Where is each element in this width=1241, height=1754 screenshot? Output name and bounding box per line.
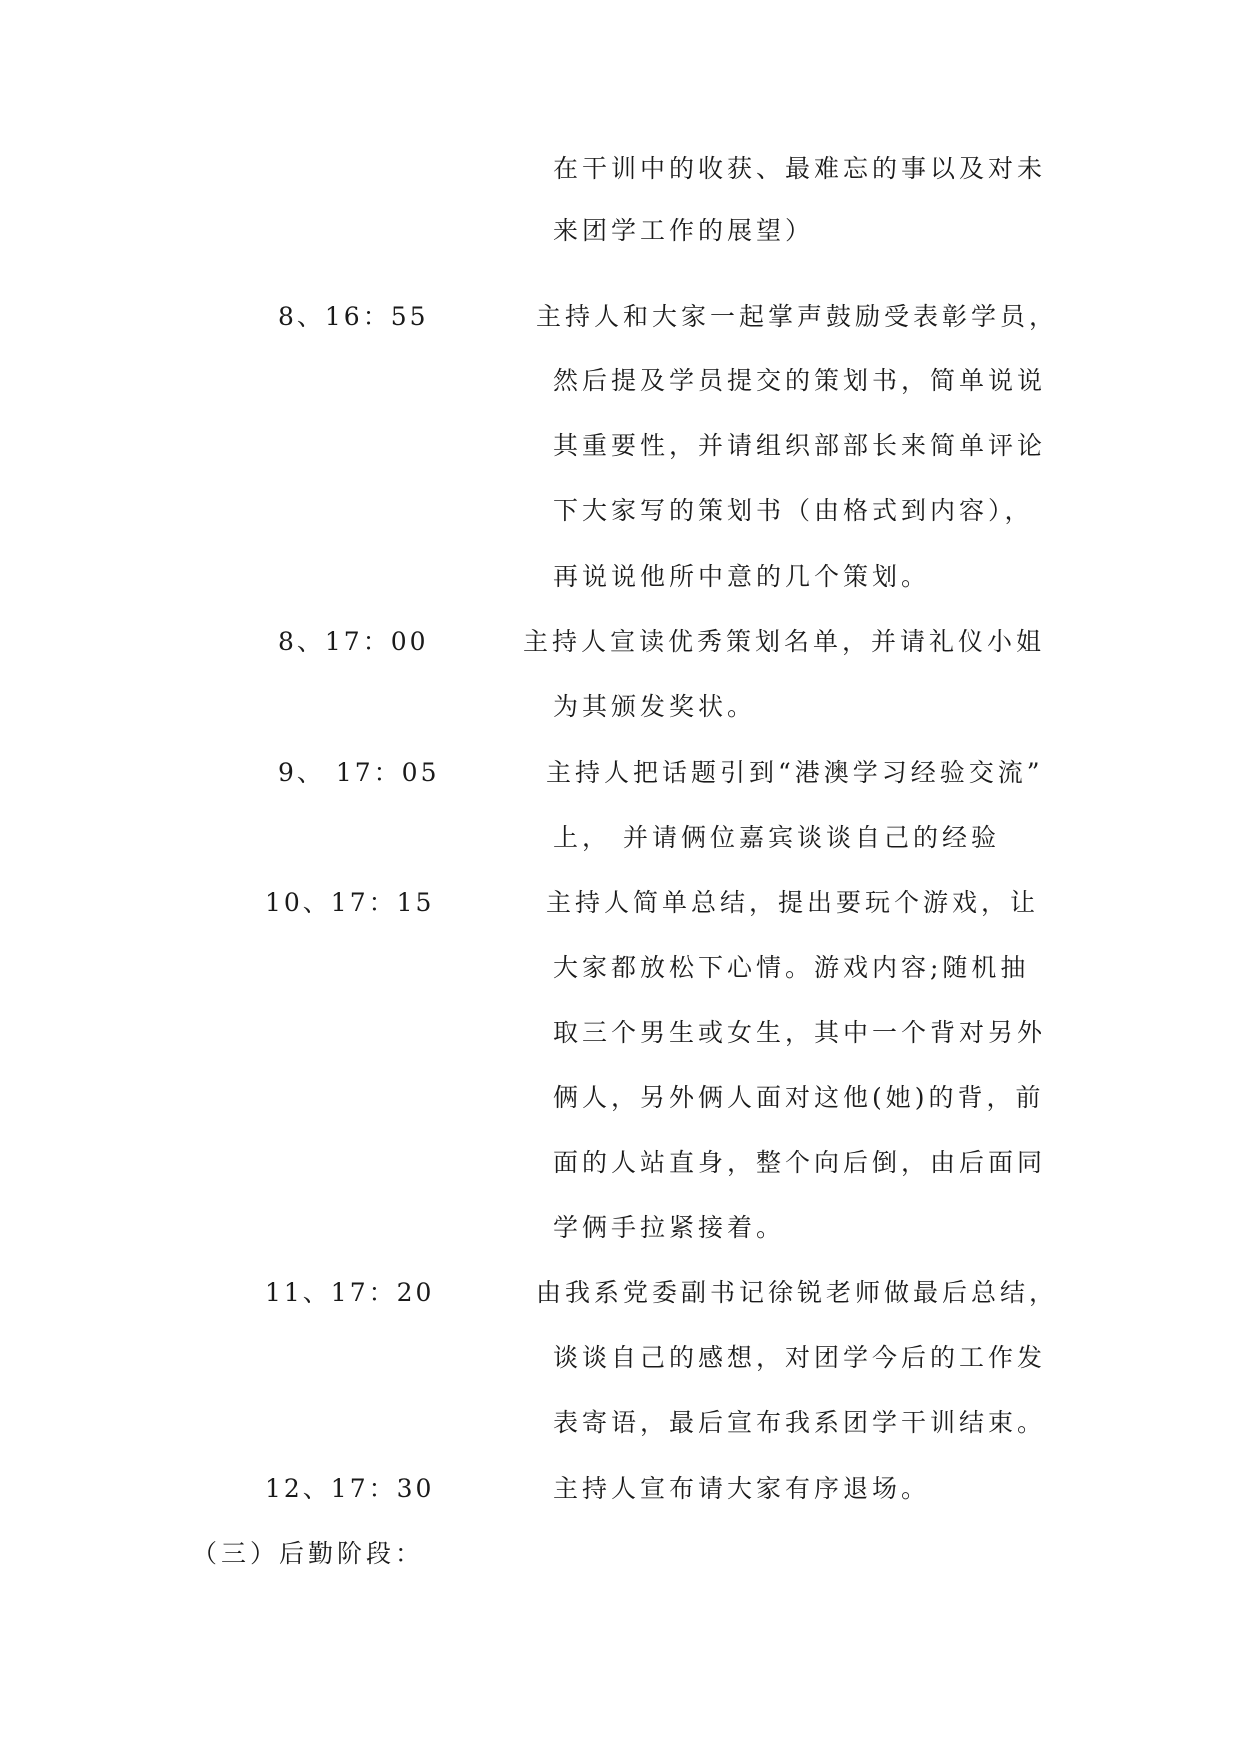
schedule-line: 主持人宣读优秀策划名单，并请礼仪小姐 xyxy=(523,627,1046,656)
schedule-line: 主持人宣布请大家有序退场。 xyxy=(553,1474,931,1503)
schedule-time: 8、17：00 xyxy=(278,627,429,656)
section-heading: （三）后勤阶段： xyxy=(192,1539,425,1568)
schedule-line: 表寄语，最后宣布我系团学干训结束。 xyxy=(553,1408,1047,1437)
schedule-line: 取三个男生或女生，其中一个背对另外 xyxy=(553,1018,1047,1047)
schedule-line: 俩人，另外俩人面对这他(她)的背，前 xyxy=(553,1083,1045,1112)
schedule-line: 主持人简单总结，提出要玩个游戏，让 xyxy=(546,888,1040,917)
schedule-line: 下大家写的策划书（由格式到内容）， xyxy=(553,496,1034,525)
schedule-time: 12、17：30 xyxy=(265,1474,435,1503)
continuation-line: 来团学工作的展望） xyxy=(553,216,815,245)
schedule-line: 主持人把话题引到“港澳学习经验交流” xyxy=(546,758,1044,787)
schedule-line: 主持人和大家一起掌声鼓励受表彰学员， xyxy=(536,302,1059,331)
schedule-line: 学俩手拉紧接着。 xyxy=(553,1213,786,1242)
schedule-line: 谈谈自己的感想，对团学今后的工作发 xyxy=(553,1343,1047,1372)
schedule-line: 为其颁发奖状。 xyxy=(553,692,757,721)
schedule-line: 由我系党委副书记徐锐老师做最后总结， xyxy=(536,1278,1059,1307)
continuation-line: 在干训中的收获、最难忘的事以及对未 xyxy=(553,154,1047,183)
schedule-line: 其重要性，并请组织部部长来简单评论 xyxy=(553,431,1047,460)
schedule-time: 11、17：20 xyxy=(265,1278,435,1307)
schedule-line: 面的人站直身，整个向后倒，由后面同 xyxy=(553,1148,1047,1177)
schedule-line: 再说说他所中意的几个策划。 xyxy=(553,562,931,591)
schedule-time: 9、 17：05 xyxy=(278,758,440,787)
schedule-time: 8、16：55 xyxy=(278,302,429,331)
schedule-line: 然后提及学员提交的策划书，简单说说 xyxy=(553,366,1047,395)
schedule-line: 大家都放松下心情。游戏内容;随机抽 xyxy=(553,953,1030,982)
schedule-line: 上， 并请俩位嘉宾谈谈自己的经验 xyxy=(553,823,1000,852)
schedule-time: 10、17：15 xyxy=(265,888,435,917)
